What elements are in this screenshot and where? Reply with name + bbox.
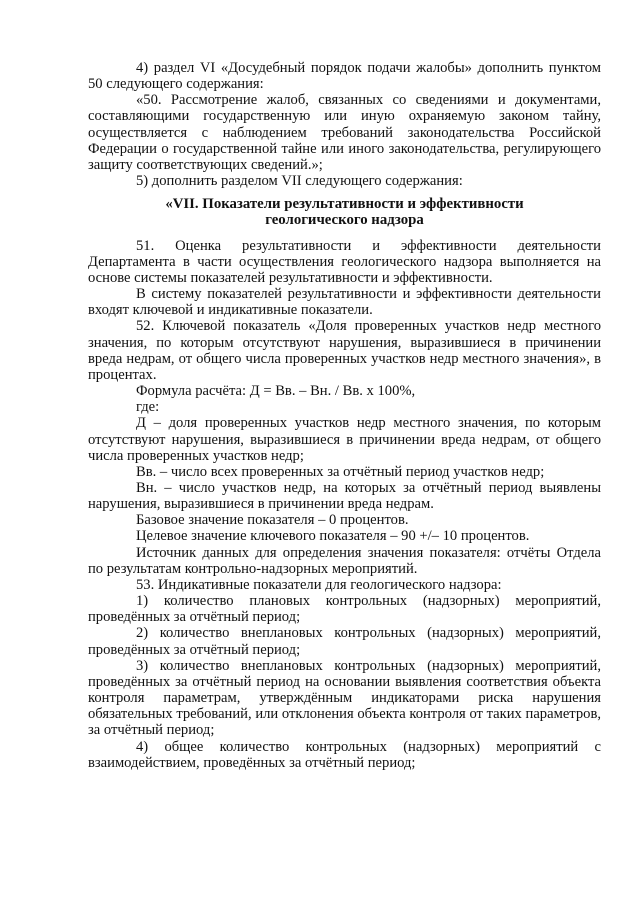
list-item-indicator-3: 3) количество внеплановых контрольных (надзорных) мероприятий, проведённых за отчётный период на основании выявления соответствия объекта контроля параметрам, утверждённым индикаторами риска нарушения обязательных требований, или отклонения объекта контроля от таких параметров, за отчётный период; [88, 657, 601, 739]
paragraph-data-source: Источник данных для определения значения показателя: отчёты Отдела по результатам контрольно-надзорных мероприятий. [88, 544, 601, 577]
paragraph-where: где: [136, 399, 160, 416]
paragraph-section-7-addition: 5) дополнить разделом VII следующего содержания: [136, 173, 463, 190]
paragraph-formula: Формула расчёта: Д = Вв. – Вн. / Вв. x 100%, [136, 383, 416, 400]
paragraph-item-53: 53. Индикативные показатели для геологического надзора: [136, 576, 502, 593]
paragraph-item-51: 51. Оценка результативности и эффективности деятельности Департамента в части осуществления геологического надзора выполняется на основе системы показателей результативности и эффективности. [88, 237, 601, 286]
section-7-heading-line-1: «VII. Показатели результативности и эффективности [165, 196, 524, 213]
paragraph-definition-vn: Вн. – число участков недр, на которых за отчётный период выявлены нарушения, выразившиеся в причинении вреда недрам. [88, 480, 601, 513]
paragraph-section-6-amendment: 4) раздел VI «Досудебный порядок подачи жалобы» дополнить пунктом 50 следующего содержания: [88, 60, 601, 93]
paragraph-target-value: Целевое значение ключевого показателя – 90 +/– 10 процентов. [136, 528, 530, 545]
paragraph-item-52: 52. Ключевой показатель «Доля проверенных участков недр местного значения, по которым отсутствуют нарушения, выразившиеся в причинении вреда недрам, от общего числа проверенных участков недр местного значения», в процентах. [88, 318, 601, 383]
list-item-indicator-1: 1) количество плановых контрольных (надзорных) мероприятий, проведённых за отчётный период; [88, 593, 601, 626]
section-7-heading-line-2: геологического надзора [265, 212, 424, 229]
paragraph-definition-vv: Вв. – число всех проверенных за отчётный период участков недр; [136, 463, 545, 480]
document-body [88, 60, 601, 771]
paragraph-indicators-system: В систему показателей результативности и эффективности деятельности входят ключевой и индикативные показатели. [88, 286, 601, 319]
paragraph-base-value: Базовое значение показателя – 0 процентов. [136, 512, 409, 529]
list-item-indicator-2: 2) количество внеплановых контрольных (надзорных) мероприятий, проведённых за отчётный период; [88, 625, 601, 658]
section-7-heading [88, 196, 601, 228]
paragraph-definition-d: Д – доля проверенных участков недр местного значения, по которым отсутствуют нарушения, выразившиеся в причинении вреда недрам, от общего числа проверенных участков недр; [88, 415, 601, 464]
paragraph-item-50: «50. Рассмотрение жалоб, связанных со сведениями и документами, составляющими государственную или иную охраняемую законом тайну, осуществляется с наблюдением требований законодательства Российской Федерации о государственной тайне или иного законодательства, регулирующего защиту соответствующих сведений.»; [88, 92, 601, 173]
list-item-indicator-4: 4) общее количество контрольных (надзорных) мероприятий с взаимодействием, проведённых за отчётный период; [88, 738, 601, 771]
